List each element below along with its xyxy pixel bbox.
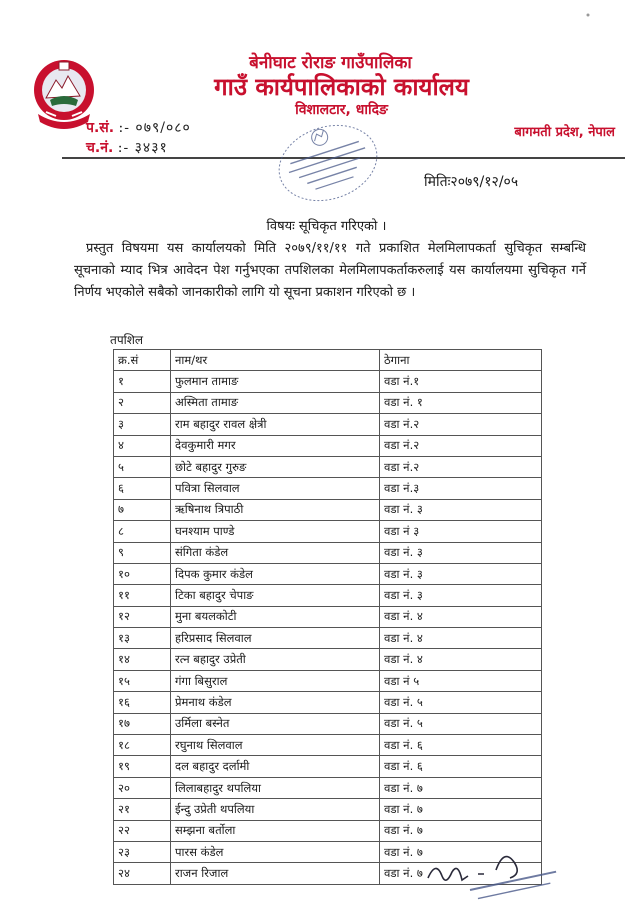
serial-cell: २३ [114, 841, 171, 862]
serial-cell: १६ [114, 692, 171, 713]
address-cell: वडा नं. १ [380, 392, 542, 413]
serial-cell: १५ [114, 670, 171, 691]
table-row [114, 585, 542, 606]
serial-cell: १९ [114, 756, 171, 777]
address-cell: वडा नं. ३ [380, 563, 542, 584]
serial-cell: २ [114, 392, 171, 413]
address-cell: वडा नं. ३ [380, 499, 542, 520]
name-cell: पवित्रा सिलवाल [171, 478, 380, 499]
address-cell: वडा नं. ५ [380, 692, 542, 713]
name-cell: ऋषिनाथ त्रिपाठी [171, 499, 380, 520]
cn-value: :- ३४३१ [117, 140, 168, 156]
name-cell: राम बहादुर रावल क्षेत्री [171, 414, 380, 435]
name-cell: राजन रिजाल [171, 863, 380, 884]
province-label: बागमती प्रदेश, नेपाल [514, 125, 615, 140]
office-address: विशालटार, धादिङ [295, 102, 388, 118]
name-cell: देवकुमारी मगर [171, 435, 380, 456]
address-cell: वडा नं ३ [380, 521, 542, 542]
ps-reference [86, 118, 191, 137]
name-cell: पारस कंडेल [171, 841, 380, 862]
address-cell: वडा नं. ७ [380, 820, 542, 841]
issue-date: मितिः२०७९/१२/०५ [424, 174, 519, 190]
serial-cell: १ [114, 371, 171, 392]
name-cell: प्रेमनाथ कंडेल [171, 692, 380, 713]
address-cell: वडा नं. ५ [380, 713, 542, 734]
table-row [114, 799, 542, 820]
serial-cell: २० [114, 777, 171, 798]
name-cell: छोटे बहादुर गुरुङ [171, 456, 380, 477]
address-cell: वडा नं.२ [380, 435, 542, 456]
office-name-line1: बेनीघाट रोराङ गाउँपालिका [249, 53, 412, 73]
address-cell: वडा नं. ४ [380, 606, 542, 627]
ps-prefix: प.सं. [86, 120, 115, 136]
name-cell: अस्मिता तामाङ [171, 392, 380, 413]
header-address: ठेगाना [380, 350, 542, 371]
header-serial: क्र.सं [114, 350, 171, 371]
serial-cell: ७ [114, 499, 171, 520]
name-cell: रघुनाथ सिलवाल [171, 735, 380, 756]
table-row [114, 670, 542, 691]
table-row [114, 392, 542, 413]
table-row [114, 606, 542, 627]
serial-cell: १४ [114, 649, 171, 670]
address-cell: वडा नं. ७ [380, 799, 542, 820]
address-cell: वडा नं. ३ [380, 585, 542, 606]
name-cell: सम्झना बर्तोला [171, 820, 380, 841]
office-name-line2: गाउँ कार्यपालिकाको कार्यालय [214, 73, 469, 101]
name-cell: घनश्याम पाण्डे [171, 521, 380, 542]
serial-cell: ११ [114, 585, 171, 606]
name-cell: मुना बयलकोटी [171, 606, 380, 627]
address-cell: वडा नं. ६ [380, 735, 542, 756]
table-row [114, 371, 542, 392]
table-row [114, 777, 542, 798]
serial-cell: १० [114, 563, 171, 584]
table-row [114, 414, 542, 435]
serial-cell: २४ [114, 863, 171, 884]
table-caption: तपशिल [110, 333, 144, 347]
name-cell: दिपक कुमार कंडेल [171, 563, 380, 584]
table-row [114, 478, 542, 499]
address-cell: वडा नं.२ [380, 414, 542, 435]
address-cell: वडा नं. ७ [380, 777, 542, 798]
subject-line: विषयः सूचिकृत गरिएको । [266, 219, 387, 234]
address-cell: वडा नं. ६ [380, 756, 542, 777]
address-cell: वडा नं. ७ [380, 863, 542, 884]
name-cell: फुलमान तामाङ [171, 371, 380, 392]
signature-icon [418, 840, 568, 904]
serial-cell: २२ [114, 820, 171, 841]
serial-cell: ५ [114, 456, 171, 477]
scan-speck-icon [585, 12, 591, 18]
name-cell: दल बहादुर दर्लामी [171, 756, 380, 777]
serial-cell: ३ [114, 414, 171, 435]
table-row [114, 499, 542, 520]
table-row [114, 692, 542, 713]
name-cell: रत्न बहादुर उप्रेती [171, 649, 380, 670]
table-header-row [114, 350, 542, 371]
address-cell: वडा नं.२ [380, 456, 542, 477]
table-row [114, 435, 542, 456]
cn-prefix: च.नं. [86, 140, 114, 156]
name-cell: उर्मिला बस्नेत [171, 713, 380, 734]
table-row [114, 456, 542, 477]
name-cell: गंगा बिसुराल [171, 670, 380, 691]
address-cell: वडा नं ५ [380, 670, 542, 691]
address-cell: वडा नं. ७ [380, 841, 542, 862]
name-cell: हरिप्रसाद सिलवाल [171, 628, 380, 649]
table-row [114, 735, 542, 756]
table-row [114, 563, 542, 584]
serial-cell: ८ [114, 521, 171, 542]
serial-cell: ६ [114, 478, 171, 499]
address-cell: वडा नं.३ [380, 478, 542, 499]
serial-cell: १७ [114, 713, 171, 734]
name-cell: संगिता कंडेल [171, 542, 380, 563]
notice-body: प्रस्तुत विषयमा यस कार्यालयको मिति २०७९/११/११ गते प्रकाशित मेलमिलापकर्ता सुचिकृत सम्बन्धि सूचनाको म्याद भित्र आवेदन पेश गर्नुभएका तपशिलका मेलमिलापकर्ताकरुलाई यस कार्यालयमा सुचिकृत गर्ने निर्णय भएकोले सबैको जानकारीको लागि यो सूचना प्रकाशन गरिएको छ । [74, 241, 586, 300]
address-cell: वडा नं. ४ [380, 649, 542, 670]
address-cell: वडा नं.१ [380, 371, 542, 392]
address-cell: वडा नं. ३ [380, 542, 542, 563]
table-row [114, 649, 542, 670]
header-name: नाम/थर [171, 350, 380, 371]
serial-cell: ४ [114, 435, 171, 456]
cn-reference [86, 138, 168, 157]
address-cell: वडा नं. ४ [380, 628, 542, 649]
serial-cell: १२ [114, 606, 171, 627]
serial-cell: १३ [114, 628, 171, 649]
table-row [114, 820, 542, 841]
table-row [114, 628, 542, 649]
table-row [114, 756, 542, 777]
serial-cell: २१ [114, 799, 171, 820]
table-row [114, 542, 542, 563]
name-cell: लिलाबहादुर थपलिया [171, 777, 380, 798]
ps-value: :- ०७९/०८० [118, 120, 191, 136]
name-cell: ईन्दु उप्रेती थपलिया [171, 799, 380, 820]
serial-cell: ९ [114, 542, 171, 563]
office-stamp-icon [268, 118, 388, 208]
mediator-table [113, 349, 542, 885]
table-row [114, 713, 542, 734]
name-cell: टिका बहादुर चेपाङ [171, 585, 380, 606]
serial-cell: १८ [114, 735, 171, 756]
table-row [114, 521, 542, 542]
